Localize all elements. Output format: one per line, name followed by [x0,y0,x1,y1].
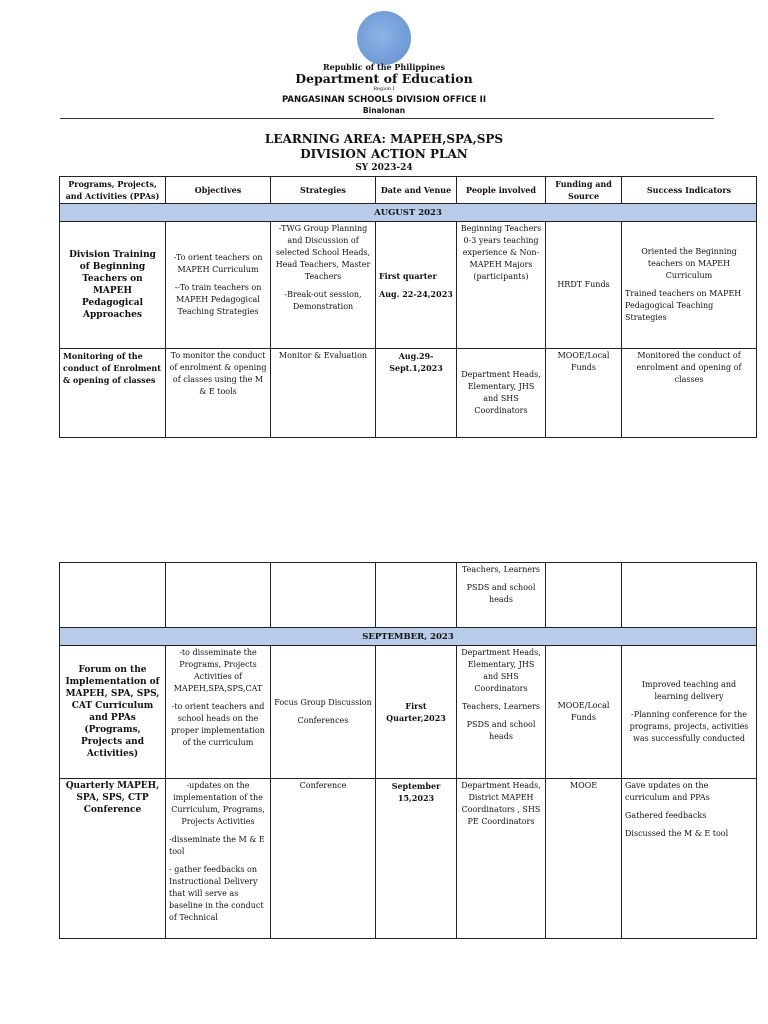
col-objectives-header: Objectives [166,177,271,204]
people-text: Teachers, Learners [461,702,541,711]
date-cell: September 15,2023 [376,779,457,939]
date-cell: Aug.29-Sept.1,2023 [376,349,457,438]
col-funding-header: Funding and Source [546,177,622,204]
month-label: SEPTEMBER, 2023 [60,628,757,646]
people-text: Teachers, Learners [461,565,541,574]
action-plan-table-page1 [59,176,757,438]
region-label: Region I [373,86,395,92]
col-indicators-header: Success Indicators [622,177,757,204]
strategies-cell: Conference [271,779,376,939]
people-text: Department Heads, Elementary, JHS and SHS Coordinators [461,648,541,693]
indicators-cell [622,779,757,939]
objectives-cell: To monitor the conduct of enrolment & opening of classes using the M & E tools [166,349,271,438]
office-location: Binalonan [362,106,406,115]
date-cell: First Quarter,2023 [376,646,457,779]
republic-label: Republic of the Philippines [322,62,445,72]
objective-text: - gather feedbacks on Instructional Delivery that will serve as baseline in the conduct of Technical [169,865,264,922]
table-row [60,646,757,779]
funding-cell: MOOE/Local Funds [546,646,622,779]
objective-text: --To train teachers on MAPEH Pedagogical Teaching Strategies [174,283,262,316]
ppa-cell: Forum on the Implementation of MAPEH, SPA, SPS, CAT Curriculum and PPAs (Programs, Projects and Activities) [60,646,166,779]
indicator-text: Improved teaching and learning delivery [641,680,737,701]
funding-cell: HRDT Funds [546,222,622,349]
plan-title: DIVISION ACTION PLAN [300,147,468,161]
funding-cell [546,563,622,628]
indicators-cell [622,563,757,628]
department-name: Department of Education [295,71,473,86]
people-text: PSDS and school heads [466,720,536,741]
indicator-text: Gathered feedbacks [625,811,707,820]
objective-text: -to disseminate the Programs, Projects Activities of MAPEH,SPA,SPS,CAT [173,648,263,693]
funding-cell: MOOE/Local Funds [546,349,622,438]
objective-text: -to orient teachers and school heads on the proper implementation of the curriculum [171,702,265,747]
month-label: AUGUST 2023 [60,204,757,222]
people-cell [457,646,546,779]
date-text: First quarter [379,271,437,281]
indicator-text: Oriented the Beginning teachers on MAPEH Curriculum [641,247,737,280]
strategy-text: -TWG Group Planning and Discussion of selected School Heads, Head Teachers, Master Teachers [275,224,371,281]
col-people-header: People involved [457,177,546,204]
date-text: Aug. 22-24,2023 [379,289,453,299]
month-row-august [60,204,757,222]
indicators-cell: Monitored the conduct of enrolment and opening of classes [622,349,757,438]
people-cell [457,563,546,628]
table-row [60,779,757,939]
objective-text: -disseminate the M & E tool [169,835,265,856]
table-header-row [60,177,757,204]
people-text: PSDS and school heads [466,583,536,604]
strategy-text: -Break-out session, Demonstration [284,290,362,311]
strategies-cell: Monitor & Evaluation [271,349,376,438]
objective-text: -updates on the implementation of the Curriculum, Programs, Projects Activities [171,781,265,826]
action-plan-table-page2 [59,562,757,939]
indicator-text: Discussed the M & E tool [625,829,729,838]
objectives-cell [166,646,271,779]
objectives-cell [166,222,271,349]
indicators-cell [622,222,757,349]
col-strategies-header: Strategies [271,177,376,204]
funding-cell: MOOE [546,779,622,939]
objectives-cell [166,779,271,939]
people-cell: Department Heads, Elementary, JHS and SHS Coordinators [457,349,546,438]
table-row [60,222,757,349]
objective-text: -To orient teachers on MAPEH Curriculum [173,253,263,274]
strategies-cell [271,222,376,349]
strategy-text: Conferences [297,716,349,725]
month-row-september [60,628,757,646]
col-ppas-header: Programs, Projects, and Activities (PPAs) [60,177,166,204]
strategy-text: Focus Group Discussion [274,698,372,707]
indicators-cell [622,646,757,779]
school-year: SY 2023-24 [355,163,413,173]
objectives-cell [166,563,271,628]
ppa-cell [60,563,166,628]
table-row [60,349,757,438]
deped-seal [357,11,411,65]
people-cell: Department Heads, District MAPEH Coordinators , SHS PE Coordinators [457,779,546,939]
division-office: PANGASINAN SCHOOLS DIVISION OFFICE II [281,95,487,105]
people-cell: Beginning Teachers 0-3 years teaching experience & Non-MAPEH Majors (participants) [457,222,546,349]
col-date-header: Date and Venue [376,177,457,204]
table-row-continued [60,563,757,628]
strategies-cell [271,563,376,628]
ppa-cell: Quarterly MAPEH, SPA, SPS, CTP Conference [60,779,166,939]
ppa-cell: Monitoring of the conduct of Enrolment & opening of classes [60,349,166,438]
date-cell [376,563,457,628]
indicator-text: Gave updates on the curriculum and PPAs [625,781,710,802]
strategies-cell [271,646,376,779]
indicator-text: Trained teachers on MAPEH Pedagogical Teaching Strategies [625,289,742,322]
date-cell [376,222,457,349]
learning-area-title: LEARNING AREA: MAPEH,SPA,SPS [264,132,504,146]
header-divider [60,118,714,119]
indicator-text: -Planning conference for the programs, projects, activities was successfully conducted [629,710,749,743]
ppa-cell: Division Training of Beginning Teachers on MAPEH Pedagogical Approaches [60,222,166,349]
